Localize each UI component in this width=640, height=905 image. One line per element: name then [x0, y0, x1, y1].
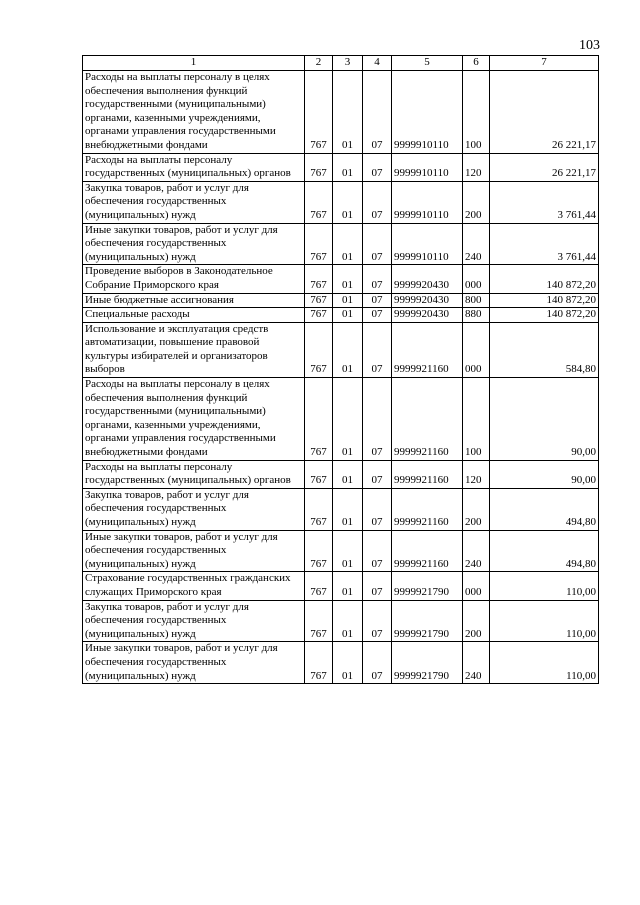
expense-type-cell: 200: [463, 488, 490, 530]
amount-cell: 110,00: [490, 572, 599, 600]
subsection-code-cell: 07: [363, 265, 392, 293]
target-article-cell: 9999910110: [392, 181, 463, 223]
table-row: [83, 153, 599, 181]
amount-cell: 3 761,44: [490, 181, 599, 223]
target-article-cell: 9999910110: [392, 153, 463, 181]
ministry-code-cell: 767: [305, 600, 333, 642]
table-row: [83, 378, 599, 461]
column-header: 5: [392, 56, 463, 71]
section-code-cell: 01: [333, 642, 363, 684]
target-article-cell: 9999921790: [392, 600, 463, 642]
section-code-cell: 01: [333, 153, 363, 181]
column-header: 2: [305, 56, 333, 71]
subsection-code-cell: 07: [363, 488, 392, 530]
column-header: 3: [333, 56, 363, 71]
subsection-code-cell: 07: [363, 293, 392, 308]
amount-cell: 494,80: [490, 530, 599, 572]
subsection-code-cell: 07: [363, 153, 392, 181]
target-article-cell: 9999920430: [392, 293, 463, 308]
ministry-code-cell: 767: [305, 293, 333, 308]
amount-cell: 140 872,20: [490, 265, 599, 293]
target-article-cell: 9999920430: [392, 265, 463, 293]
ministry-code-cell: 767: [305, 488, 333, 530]
ministry-code-cell: 767: [305, 460, 333, 488]
subsection-code-cell: 07: [363, 181, 392, 223]
subsection-code-cell: 07: [363, 600, 392, 642]
table-row: [83, 600, 599, 642]
table-row: [83, 642, 599, 684]
target-article-cell: 9999921160: [392, 378, 463, 461]
table-row: [83, 460, 599, 488]
expense-type-cell: 200: [463, 181, 490, 223]
ministry-code-cell: 767: [305, 265, 333, 293]
ministry-code-cell: 767: [305, 322, 333, 377]
expense-type-cell: 000: [463, 322, 490, 377]
section-code-cell: 01: [333, 181, 363, 223]
header-row: [83, 56, 599, 71]
subsection-code-cell: 07: [363, 223, 392, 265]
row-name-cell: Иные закупки товаров, работ и услуг для обеспечения государственных (муниципальных) нужд: [83, 530, 305, 572]
section-code-cell: 01: [333, 322, 363, 377]
amount-cell: 26 221,17: [490, 71, 599, 154]
amount-cell: 140 872,20: [490, 308, 599, 323]
section-code-cell: 01: [333, 378, 363, 461]
subsection-code-cell: 07: [363, 378, 392, 461]
target-article-cell: 9999921160: [392, 322, 463, 377]
row-name-cell: Расходы на выплаты персоналу государственных (муниципальных) органов: [83, 153, 305, 181]
section-code-cell: 01: [333, 530, 363, 572]
section-code-cell: 01: [333, 572, 363, 600]
ministry-code-cell: 767: [305, 378, 333, 461]
amount-cell: 90,00: [490, 460, 599, 488]
budget-table: [82, 55, 599, 684]
column-header: 6: [463, 56, 490, 71]
section-code-cell: 01: [333, 71, 363, 154]
table-row: [83, 71, 599, 154]
subsection-code-cell: 07: [363, 530, 392, 572]
amount-cell: 90,00: [490, 378, 599, 461]
section-code-cell: 01: [333, 265, 363, 293]
table-row: [83, 572, 599, 600]
row-name-cell: Иные бюджетные ассигнования: [83, 293, 305, 308]
target-article-cell: 9999921160: [392, 530, 463, 572]
ministry-code-cell: 767: [305, 153, 333, 181]
expense-type-cell: 100: [463, 71, 490, 154]
row-name-cell: Закупка товаров, работ и услуг для обеспечения государственных (муниципальных) нужд: [83, 600, 305, 642]
section-code-cell: 01: [333, 293, 363, 308]
subsection-code-cell: 07: [363, 572, 392, 600]
amount-cell: 140 872,20: [490, 293, 599, 308]
column-header: 7: [490, 56, 599, 71]
expense-type-cell: 880: [463, 308, 490, 323]
expense-type-cell: 120: [463, 153, 490, 181]
ministry-code-cell: 767: [305, 223, 333, 265]
target-article-cell: 9999921160: [392, 488, 463, 530]
table-row: [83, 322, 599, 377]
ministry-code-cell: 767: [305, 308, 333, 323]
row-name-cell: Проведение выборов в Законодательное Собрание Приморского края: [83, 265, 305, 293]
ministry-code-cell: 767: [305, 530, 333, 572]
expense-type-cell: 100: [463, 378, 490, 461]
table-row: [83, 308, 599, 323]
expense-type-cell: 240: [463, 642, 490, 684]
row-name-cell: Расходы на выплаты персоналу в целях обеспечения выполнения функций государственными (муниципальными) органами, казенными учреждениями, органами управления государственными внебюджетными фондами: [83, 71, 305, 154]
table-row: [83, 293, 599, 308]
subsection-code-cell: 07: [363, 308, 392, 323]
column-header: 4: [363, 56, 392, 71]
row-name-cell: Закупка товаров, работ и услуг для обеспечения государственных (муниципальных) нужд: [83, 488, 305, 530]
expense-type-cell: 240: [463, 530, 490, 572]
row-name-cell: Иные закупки товаров, работ и услуг для обеспечения государственных (муниципальных) нужд: [83, 223, 305, 265]
target-article-cell: 9999910110: [392, 223, 463, 265]
table-body: [83, 71, 599, 684]
section-code-cell: 01: [333, 223, 363, 265]
target-article-cell: 9999921160: [392, 460, 463, 488]
subsection-code-cell: 07: [363, 642, 392, 684]
target-article-cell: 9999921790: [392, 572, 463, 600]
section-code-cell: 01: [333, 600, 363, 642]
table-row: [83, 488, 599, 530]
expense-type-cell: 200: [463, 600, 490, 642]
amount-cell: 26 221,17: [490, 153, 599, 181]
expense-type-cell: 240: [463, 223, 490, 265]
table-row: [83, 223, 599, 265]
amount-cell: 494,80: [490, 488, 599, 530]
table-row: [83, 265, 599, 293]
page-number: 103: [579, 38, 600, 53]
row-name-cell: Специальные расходы: [83, 308, 305, 323]
column-header: 1: [83, 56, 305, 71]
subsection-code-cell: 07: [363, 71, 392, 154]
expense-type-cell: 800: [463, 293, 490, 308]
amount-cell: 3 761,44: [490, 223, 599, 265]
section-code-cell: 01: [333, 308, 363, 323]
row-name-cell: Иные закупки товаров, работ и услуг для обеспечения государственных (муниципальных) нужд: [83, 642, 305, 684]
subsection-code-cell: 07: [363, 322, 392, 377]
amount-cell: 584,80: [490, 322, 599, 377]
amount-cell: 110,00: [490, 642, 599, 684]
row-name-cell: Расходы на выплаты персоналу в целях обеспечения выполнения функций государственными (муниципальными) органами, казенными учреждениями, органами управления государственными внебюджетными фондами: [83, 378, 305, 461]
row-name-cell: Закупка товаров, работ и услуг для обеспечения государственных (муниципальных) нужд: [83, 181, 305, 223]
row-name-cell: Страхование государственных гражданских служащих Приморского края: [83, 572, 305, 600]
table-header: [83, 56, 599, 71]
table-row: [83, 530, 599, 572]
subsection-code-cell: 07: [363, 460, 392, 488]
expense-type-cell: 120: [463, 460, 490, 488]
ministry-code-cell: 767: [305, 642, 333, 684]
amount-cell: 110,00: [490, 600, 599, 642]
table-row: [83, 181, 599, 223]
section-code-cell: 01: [333, 460, 363, 488]
expense-type-cell: 000: [463, 572, 490, 600]
section-code-cell: 01: [333, 488, 363, 530]
ministry-code-cell: 767: [305, 572, 333, 600]
target-article-cell: 9999910110: [392, 71, 463, 154]
expense-type-cell: 000: [463, 265, 490, 293]
row-name-cell: Использование и эксплуатация средств автоматизации, повышение правовой культуры избирателей и организаторов выборов: [83, 322, 305, 377]
target-article-cell: 9999921790: [392, 642, 463, 684]
ministry-code-cell: 767: [305, 71, 333, 154]
ministry-code-cell: 767: [305, 181, 333, 223]
target-article-cell: 9999920430: [392, 308, 463, 323]
row-name-cell: Расходы на выплаты персоналу государственных (муниципальных) органов: [83, 460, 305, 488]
